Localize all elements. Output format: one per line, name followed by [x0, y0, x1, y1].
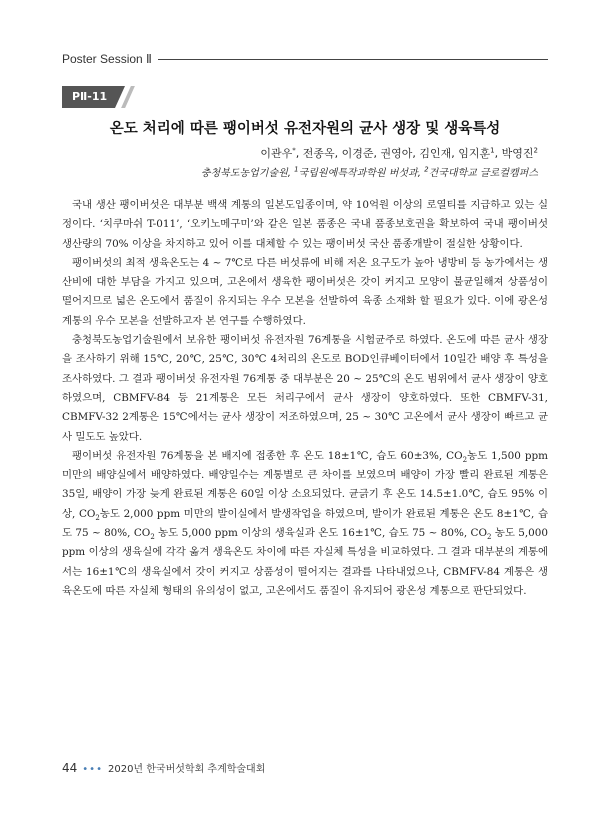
body-paragraph: 국내 생산 팽이버섯은 대부분 백색 계통의 일본도입종이며, 약 10억원 이상의 로열티를 지급하고 있는 실정이다. ‘치쿠마쉬 T-011’, ‘오키노메구미’와 같은 일본 품종은 국내 품종보호권을 확보하여 국내 팽이버섯 생산량의 70% 이상을 차지하고 있어 이를 대체할 수 있는 팽이버섯 국산 품종개발이 절실한 상황이다. [62, 199, 548, 250]
author-name: 이경준 [341, 147, 374, 160]
text-run: 농도 5,000 ppm 이상의 생육실에 각각 옮겨 생육온도 차이에 따른 자실체 특성을 비교하였다. 그 결과 대부분의 계통에서는 16±1℃의 생육실에서 갓이 커지고 상품성이 떨어지는 결과를 나타내었으나, CBMFV-84 계통은 생육온도에 따른 자실체 형태의 유의성이 없고, 고온에서도 품질이 유지되어 광온성 계통으로 판단되었다. [62, 527, 549, 597]
text-run: 팽이버섯 유전자원 76계통을 본 배지에 접종한 후 온도 18±1℃, 습도 60±3%, CO [72, 449, 463, 462]
author-mark: 2 [533, 146, 538, 155]
affiliation-mark: 1 [294, 165, 299, 174]
section-label: Poster Session Ⅱ [62, 52, 152, 66]
author-mark: * [292, 146, 296, 155]
poster-tag-label: PⅡ-11 [62, 86, 115, 108]
body-paragraph: 팽이버섯의 최적 생육온도는 4 ~ 7℃로 다른 버섯류에 비해 저온 요구도가 높아 냉방비 등 농가에서는 생산비에 대한 부담을 가지고 있으며, 고온에서 생육한 팽이버섯은 갓이 커지고 모양이 불균일해져 상품성이 떨어지므로 넓은 온도에서 품질이 유지되는 우수 모본을 선발하여 육종 소재화 할 필요가 있다. 이에 광온성 계통의 우수 모본을 선발하고자 본 연구를 수행하였다. [62, 256, 548, 327]
author-name: 이관우 [260, 147, 293, 160]
affiliation: 국립원예특작과학원 버섯과, [298, 168, 421, 179]
affiliation-line [201, 164, 538, 179]
author-name: 박영진 [501, 147, 534, 160]
text-run: 농도 2,000 ppm 미만의 발이실에서 발생작업을 하였으며, 발이가 완료된 계통은 온도 8±1℃, 습도 75 ~ 80%, CO [62, 507, 548, 540]
page-number: 44 [62, 761, 78, 775]
footer-dots: ••• [82, 764, 103, 775]
paper-title: 온도 처리에 따른 팽이버섯 유전자원의 균사 생장 및 생육특성 [109, 121, 501, 137]
author-name: 임지훈 [458, 147, 491, 160]
subscript: 2 [486, 533, 492, 542]
author-list: 이관우*, 전종옥, 이경준, 권영아, 김인재, 임지훈$^1$, 박영진$^2$ [260, 146, 538, 160]
poster-tag [62, 86, 130, 108]
header-rule [158, 59, 548, 60]
subscript: 2 [95, 513, 100, 522]
affiliation-mark: 2 [424, 165, 429, 174]
text-run: 농도 1,500 ppm 미만의 배양실에서 배양하였다. 배양일수는 계통별로 큰 차이를 보였으며 배양이 가장 빨리 완료된 계통은 35일, 배양이 가장 늦게 완료된 계통은 60일 이상 소요되었다. 균긁기 후 온도 14.5±1.0℃, 습도 95% 이상, CO [62, 449, 548, 520]
running-header [62, 49, 548, 69]
body-paragraph [62, 447, 548, 601]
page-footer [62, 760, 265, 775]
author-mark: 1 [490, 146, 495, 155]
subscript: 2 [462, 455, 468, 464]
author-name: 권영아 [380, 147, 413, 160]
author-name: 김인재 [419, 147, 452, 160]
affiliation: 충청북도농업기술원, [200, 168, 291, 179]
affiliation: 건국대학교 글로컬캠퍼스 [428, 168, 538, 179]
conference-name: 2020년 한국버섯학회 추계학술대회 [107, 764, 266, 775]
subscript: 2 [150, 533, 155, 542]
author-name: 전종옥 [302, 147, 335, 160]
abstract-body [62, 196, 548, 601]
body-paragraph: 충청북도농업기술원에서 보유한 팽이버섯 유전자원 76계통을 시험균주로 하였다. 온도에 따른 균사 생장을 조사하기 위해 15℃, 20℃, 25℃, 30℃ 4처리의 온도로 BOD인큐베이터에서 10일간 배양 후 특성을 조사하였다. 그 결과 팽이버섯 유전자원 76계통 중 대부분은 20 ~ 25℃의 온도 범위에서 균사 생장이 양호하였으며, CBMFV-84 등 21계통은 모든 처리구에서 균사 생장이 양호하였다. 또한 CBMFV-31, CBMFV-32 2계통은 15℃에서는 균사 생장이 저조하였으며, 25 ~ 30℃ 고온에서 균사 생장이 빠르고 균사 밀도도 높았다. [62, 334, 548, 443]
text-run: 농도 5,000 ppm 이상의 생육실과 온도 16±1℃, 습도 75 ~ 80%, CO [154, 527, 487, 540]
